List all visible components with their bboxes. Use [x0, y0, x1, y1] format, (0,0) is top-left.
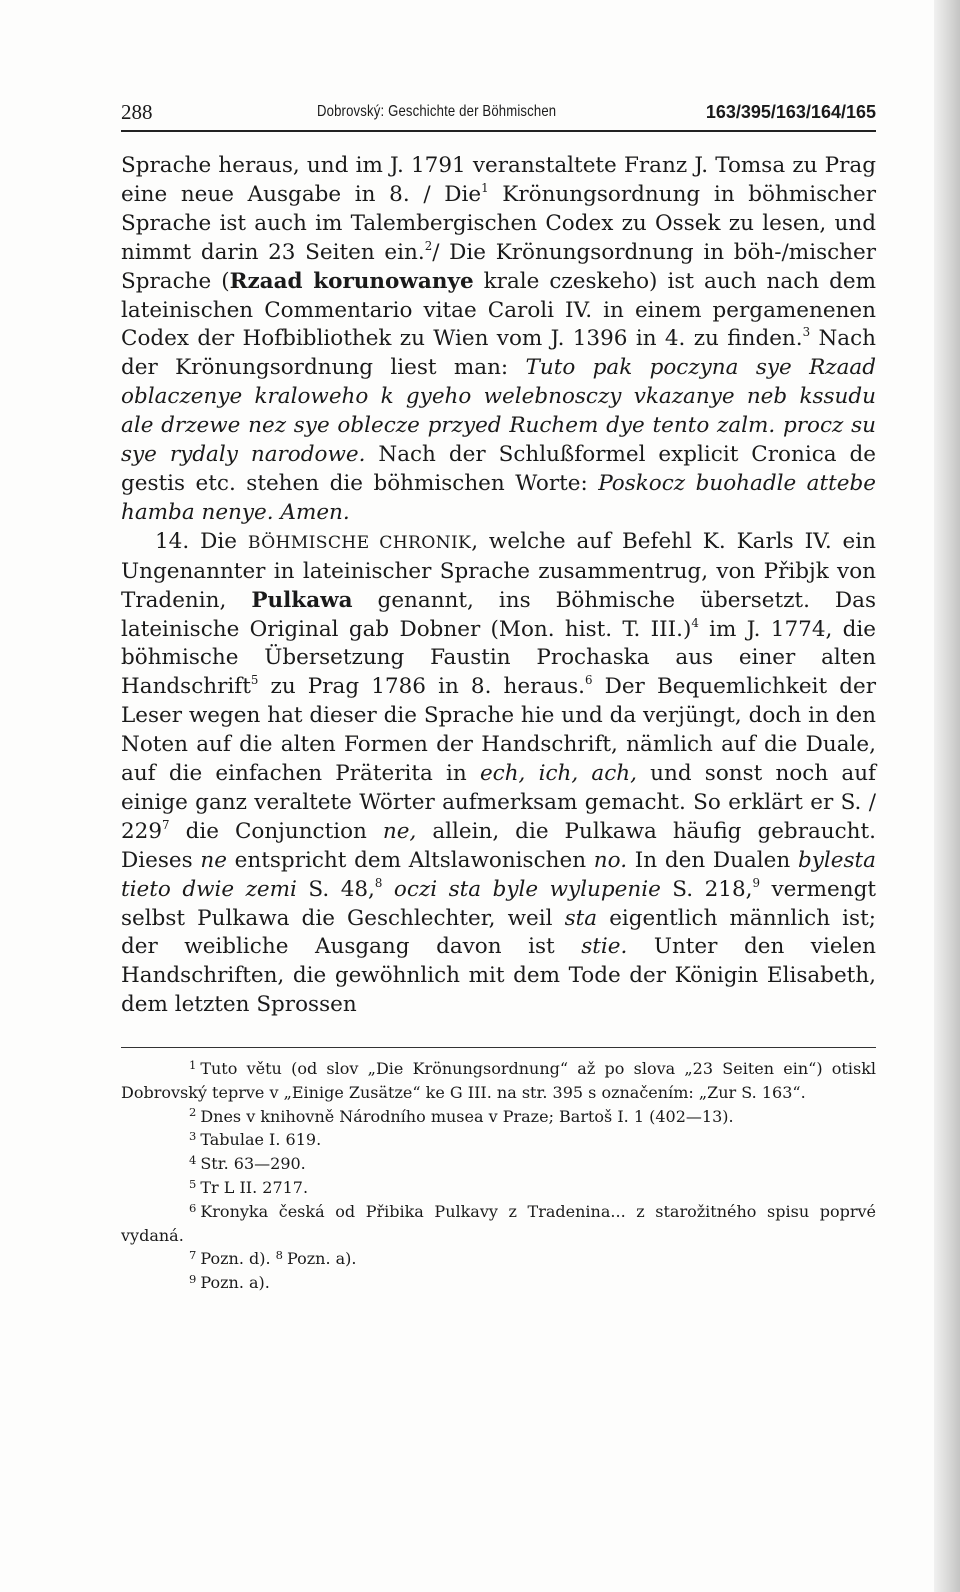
italic-quotation: Poskocz buohadle attebe hamba nenye. Amen.	[121, 470, 876, 525]
footnote-ref-4[interactable]: 4	[691, 615, 699, 630]
text-run: , welche auf Befehl K. Karls IV. ein Ungenannter in lateinischer Sprache zusammentrug, von Přibjk von Tradenin,	[121, 528, 877, 613]
footnote-ref-9[interactable]: 9	[752, 875, 760, 890]
paragraph-continuation	[121, 152, 876, 528]
footnote-text: Str. 63—290.	[200, 1154, 306, 1174]
italic-term: stie.	[581, 934, 628, 960]
footnote-ref-8[interactable]: 8	[374, 875, 383, 890]
footnote-text: Dnes v knihovně Národního musea v Praze; Bartoš I. 1 (402—13).	[200, 1106, 734, 1126]
footnote-ref-5[interactable]: 5	[250, 673, 259, 688]
paragraph-section-14	[121, 528, 876, 1020]
footnote-text: Tuto větu (od slov „Die Krönungsordnung“ až po slova „23 Seiten ein“) otiskl Dobrovský teprve v „Einige Zusätze“ ke G III. na str. 395 s označením: „Zur S. 163“.	[121, 1059, 876, 1102]
footnote-marker: 8	[275, 1248, 283, 1263]
italic-term: oczi sta byle wylupenie	[393, 876, 661, 902]
footnote-text: Tr L II. 2717.	[200, 1177, 309, 1197]
text-run: S. 218,	[660, 876, 753, 902]
page-number: 288	[121, 100, 153, 124]
footnote-3	[121, 1128, 876, 1152]
text-run: 14. Die	[155, 528, 248, 554]
footnote-ref-1[interactable]: 1	[481, 181, 489, 196]
footnote-marker: 7	[189, 1248, 197, 1263]
footnote-2	[121, 1105, 876, 1129]
italic-term: ne,	[382, 818, 417, 844]
italic-term: sta	[564, 905, 598, 931]
text-run: entspricht dem Altslawonischen	[226, 847, 594, 873]
text-run: / Die Krönungsordnung in böh-/mischer Sprache (	[121, 239, 876, 294]
footnote-marker: 6	[189, 1200, 197, 1215]
text-run: Krönungsordnung in böhmischer Sprache ist auch im Talembergischen Codex zu Ossek zu lesen, und nimmt darin 23 Seiten ein.	[121, 181, 876, 265]
text-run: genannt, ins Böhmische übersetzt. Das lateinische Original gab Dobner (Mon. hist. T. III.)	[121, 587, 876, 642]
footnote-marker: 2	[189, 1105, 197, 1120]
footnote-ref-6[interactable]: 6	[584, 673, 593, 688]
text-run: eigentlich männlich ist; der weibliche Ausgang davon ist	[121, 905, 876, 960]
footnotes	[121, 1057, 876, 1295]
running-header	[121, 100, 876, 132]
bold-name: Pulkawa	[251, 587, 353, 613]
footnote-marker: 9	[189, 1272, 197, 1286]
text-run: Unter den vielen Handschriften, die gewöhnlich mit dem Tode der Königin Elisabeth, dem letzten Sprossen	[121, 934, 877, 1018]
footnote-marker: 4	[189, 1153, 197, 1168]
text-run: Nach der Krönungsordnung liest man:	[121, 326, 876, 381]
footnote-5	[121, 1176, 876, 1200]
footnote-4	[121, 1152, 876, 1176]
footnote-ref-2[interactable]: 2	[424, 238, 433, 253]
original-page-references: 163/395/163/164/165	[705, 102, 876, 122]
footnote-text: Kronyka česká od Přibika Pulkavy z Tradenina... z starožitného spisu poprvé vydaná.	[121, 1201, 876, 1245]
text-run: zu Prag 1786 in 8. heraus.	[258, 674, 585, 700]
text-run: vermengt selbst Pulkawa die Geschlechter, weil	[121, 876, 876, 931]
footnote-marker: 1	[189, 1057, 197, 1072]
footnote-separator	[121, 1047, 876, 1048]
footnote-text: Pozn. a).	[200, 1273, 270, 1293]
footnote-7-8	[121, 1247, 876, 1271]
italic-term: ech, ich, ach,	[479, 761, 637, 787]
footnote-ref-3[interactable]: 3	[802, 325, 811, 340]
footnote-6	[121, 1200, 876, 1248]
italic-term: ne	[200, 847, 227, 873]
bold-title: Rzaad korunowanye	[229, 268, 474, 294]
footnote-9	[121, 1271, 876, 1295]
text-run: Sprache heraus, und im J. 1791 veranstaltete Franz J. Tomsa zu Prag eine neue Ausgabe in 8. / Die	[121, 153, 876, 207]
text-run: krale czeskeho) ist auch nach dem lateinischen Commentario vitae Caroli IV. in einem pergamenenen Codex der Hofbibliothek zu Wien vom J. 1396 in 4. zu finden.	[121, 268, 876, 352]
running-title: Dobrovský: Geschichte der Böhmischen	[317, 103, 557, 120]
footnote-text: Tabulae I. 619.	[200, 1130, 322, 1150]
text-run: die Conjunction	[169, 818, 383, 844]
text-run: Nach der Schlußformel explicit Cronica de gestis etc. stehen die böhmischen Worte:	[121, 442, 877, 496]
text-run: Der Bequemlichkeit der Leser wegen hat dieser die Sprache hie und da verjüngt, doch in den Noten auf die alten Formen der Handschrift, nämlich auf die Duale, auf die einfachen Präterita in	[121, 674, 876, 787]
text-run: allein, die Pulkawa häufig gebraucht. Dieses	[121, 818, 876, 873]
page-gutter-shadow	[934, 0, 960, 1592]
text-run: In den Dualen	[627, 847, 798, 873]
footnote-marker: 5	[189, 1176, 197, 1191]
small-caps-title: BÖHMISCHE CHRONIK	[247, 532, 472, 553]
main-text	[121, 152, 876, 1020]
text-run: und sonst noch auf einige ganz veraltete Wörter aufmerksam gemacht. So erklärt er S. / 229	[121, 761, 876, 844]
footnote-marker: 3	[189, 1129, 197, 1144]
text-run: S. 48,	[296, 876, 375, 902]
footnote-ref-7[interactable]: 7	[162, 817, 170, 832]
italic-term: no.	[593, 847, 628, 873]
text-run	[382, 877, 394, 902]
text-run: im J. 1774, die böhmische Übersetzung Faustin Prochaska aus einer alten Handschrift	[121, 616, 876, 700]
footnote-text: Pozn. d).	[200, 1249, 276, 1269]
footnote-text: Pozn. a).	[286, 1249, 357, 1269]
italic-term: bylesta tieto dwie zemi	[121, 847, 876, 902]
italic-quotation: Tuto pak poczyna sye Rzaad oblaczenye kraloweho k gyeho welebnosczy vkazanye neb kssudu ale drzewe nez sye oblecze przyed Ruchem dye tento zalm. procz su sye rydaly narodowe.	[121, 355, 876, 468]
footnote-1	[121, 1057, 876, 1105]
